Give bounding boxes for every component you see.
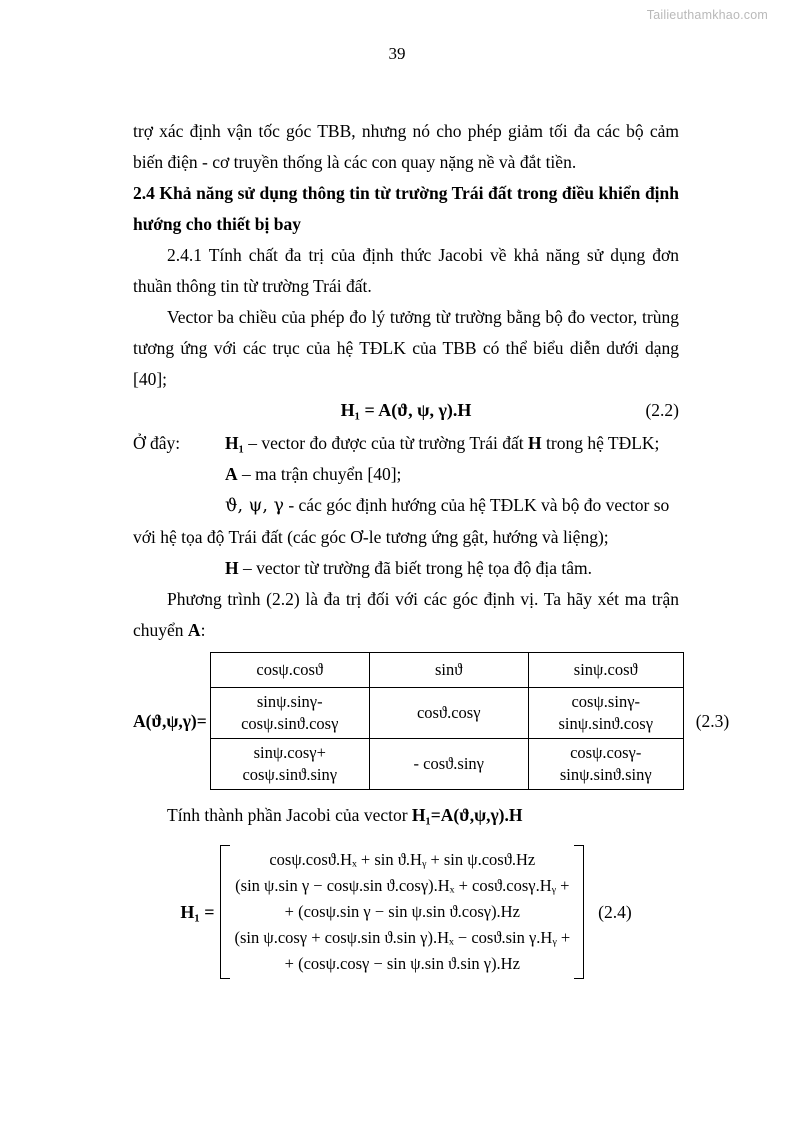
definition-text-a: – ma trận chuyển [40]; <box>237 464 402 484</box>
definition-line-4: với hệ tọa độ Trái đất (các góc Ơ-le tương ứng gật, hướng và liệng); <box>133 527 609 547</box>
definition-symbol-h-field: H <box>225 558 239 578</box>
equation-2-2-number: (2.2) <box>645 400 679 420</box>
equation-2-4-label: H₁ = <box>180 901 215 922</box>
equation-2-4-row-5: + (cosψ.cosγ − sin ψ.sin ϑ.sin γ).Hᴢ <box>284 954 520 973</box>
equation-2-4-row-2: (sin ψ.sin γ − cosψ.sin ϑ.cosγ).Hₓ + cosϑ.cosγ.Hᵧ + <box>235 876 570 895</box>
equation-2-4-rows <box>230 847 574 977</box>
definition-text-h1: – vector đo được của từ trường Trái đất <box>243 433 528 453</box>
definitions-intro-label: Ở đây: <box>133 433 181 453</box>
matrix-cell-line: sinψ.sinϑ.sinγ <box>559 765 652 784</box>
paragraph-2-4-1 <box>133 240 679 302</box>
equation-2-3-block <box>133 652 730 790</box>
equation-2-4-row-3: + (cosψ.sin γ − sin ψ.sin ϑ.cosγ).Hᴢ <box>284 902 520 921</box>
matrix-cell-line: cosψ.sinϑ.cosγ <box>241 714 339 733</box>
matrix-bracket <box>220 845 584 979</box>
matrix-cell-r2c2 <box>369 688 528 739</box>
definition-line-5 <box>133 553 679 584</box>
matrix-cell-line: sinϑ <box>435 660 463 679</box>
definition-symbol-h: H <box>528 433 542 453</box>
equation-2-4-row-1: cosψ.cosϑ.Hₓ + sin ϑ.Hᵧ + sin ψ.cosϑ.Hᴢ <box>269 850 536 869</box>
definition-symbol-a: A <box>225 464 238 484</box>
matrix-cell-r3c1 <box>210 739 369 790</box>
paragraph-intro: trợ xác định vận tốc góc TBB, nhưng nó cho phép giảm tối đa các bộ cảm biến điện - cơ truyền thống là các con quay nặng nề và đắt tiền. <box>133 121 679 172</box>
matrix-cell-r1c2 <box>369 653 528 688</box>
matrix-cell-line: sinψ.cosϑ <box>573 660 638 679</box>
paragraph-jacobi-math: H₁=A(ϑ,ψ,γ).H <box>411 805 523 825</box>
matrix-cell-line: cosψ.cosϑ <box>256 660 324 679</box>
definition-line-3 <box>133 490 679 522</box>
watermark-text: Tailieuthamkhao.com <box>646 8 768 22</box>
matrix-cell-r1c3 <box>528 653 683 688</box>
paragraph-phuong-trinh <box>133 584 679 646</box>
paragraph-phuong-trinh-post: : <box>200 620 206 640</box>
matrix-cell-r3c3 <box>528 739 683 790</box>
matrix-cell-line: cosψ.sinγ- <box>571 692 640 711</box>
page-content <box>133 116 730 979</box>
page-number: 39 <box>388 44 406 63</box>
paragraph-phuong-trinh-pre: Phương trình (2.2) là đa trị đối với các góc định vị. Ta hãy xét ma trận chuyển <box>133 589 679 640</box>
definition-text-h-field: – vector từ trường đã biết trong hệ tọa độ địa tâm. <box>238 558 592 578</box>
matrix-cell-r3c2 <box>369 739 528 790</box>
matrix-symbol-a: A <box>187 620 201 640</box>
matrix-cell-line: - cosϑ.sinγ <box>413 754 484 773</box>
matrix-cell-r2c1 <box>210 688 369 739</box>
matrix-cell-r2c3 <box>528 688 683 739</box>
definition-symbol-h1: H₁ <box>225 433 244 453</box>
matrix-cell-line: sinψ.cosγ+ <box>253 743 326 762</box>
matrix-cell-line: cosψ.cosγ- <box>570 743 642 762</box>
equation-2-3-label <box>133 711 210 732</box>
equation-2-2-expression: H₁ = A(ϑ, ψ, γ).H <box>340 400 472 420</box>
paragraph-jacobi <box>133 800 679 831</box>
definition-symbol-angles: ϑ, ψ, γ <box>225 496 284 516</box>
definitions-block <box>133 428 679 584</box>
table-row <box>210 688 683 739</box>
definition-text-h1-tail: trong hệ TĐLK; <box>541 433 660 453</box>
equation-2-3-number: (2.3) <box>695 710 730 731</box>
equation-2-3-label-text: A(ϑ,ψ,γ)= <box>133 710 207 731</box>
section-heading-2-4: 2.4 Khả năng sử dụng thông tin từ trường Trái đất trong điều khiển định hướng cho thiết bị bay <box>133 183 679 234</box>
matrix-cell-r1c1 <box>210 653 369 688</box>
paragraph-vector-text: Vector ba chiều của phép đo lý tưởng từ trường bằng bộ đo vector, trùng tương ứng với các trục của hệ TĐLK của TBB có thể biểu diễn dưới dạng [40]; <box>133 307 679 389</box>
equation-2-4-number: (2.4) <box>598 901 632 922</box>
paragraph-2-4-1-text: 2.4.1 Tính chất đa trị của định thức Jacobi về khả năng sử dụng đơn thuần thông tin từ trường Trái đất. <box>133 245 679 296</box>
matrix-cell-line: sinψ.sinγ- <box>256 692 323 711</box>
definition-text-angles: - các góc định hướng của hệ TĐLK và bộ đo vector so <box>283 495 670 515</box>
definition-line-1 <box>133 428 679 459</box>
equation-2-2-row <box>133 395 679 426</box>
table-row <box>210 739 683 790</box>
rotation-matrix-table <box>210 652 684 790</box>
equation-2-4-row-4: (sin ψ.cosγ + cosψ.sin ϑ.sin γ).Hₓ − cosϑ.sin γ.Hᵧ + <box>234 928 571 947</box>
matrix-cell-line: sinψ.sinϑ.cosγ <box>558 714 653 733</box>
paragraph-jacobi-pre: Tính thành phần Jacobi của vector <box>167 805 412 825</box>
paragraph-vector <box>133 302 679 395</box>
matrix-cell-line: cosψ.sinϑ.sinγ <box>242 765 337 784</box>
table-row <box>210 653 683 688</box>
equation-2-4-block <box>133 845 679 979</box>
matrix-cell-line: cosϑ.cosγ <box>416 703 481 722</box>
definition-line-2 <box>133 459 679 490</box>
